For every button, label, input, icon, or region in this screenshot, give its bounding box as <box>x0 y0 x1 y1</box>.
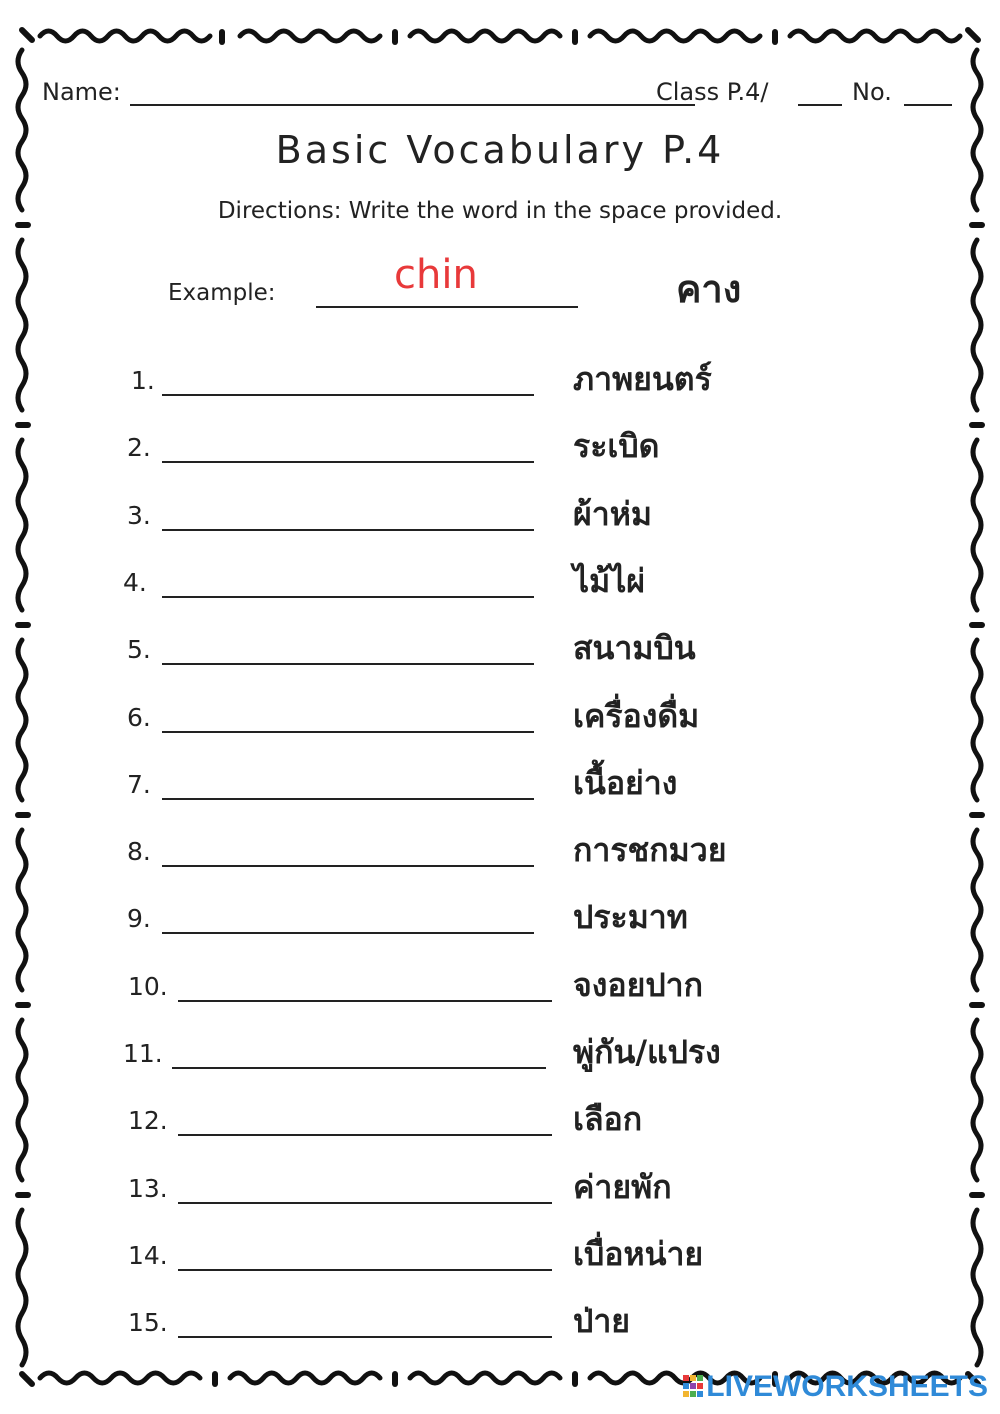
vocabulary-item <box>0 1090 1000 1150</box>
vocabulary-item <box>0 1158 1000 1218</box>
item-number: 9. <box>127 904 151 934</box>
item-number: 5. <box>127 635 151 665</box>
example-thai-word: คาง <box>676 267 742 311</box>
liveworksheets-watermark <box>682 1370 988 1406</box>
border-wave <box>240 31 380 41</box>
answer-blank[interactable] <box>178 1134 552 1136</box>
example-blank <box>316 306 578 308</box>
vocabulary-item <box>0 1292 1000 1352</box>
number-blank <box>904 104 952 106</box>
answer-blank[interactable] <box>162 932 534 934</box>
vocabulary-item <box>0 821 1000 881</box>
border-wave <box>410 31 560 41</box>
border-wave <box>40 1373 200 1383</box>
vocabulary-item <box>0 417 1000 477</box>
border-wave <box>790 31 960 41</box>
answer-blank[interactable] <box>162 394 534 396</box>
border-wave <box>230 1373 380 1383</box>
class-label: Class P.4/ <box>656 78 769 106</box>
item-number: 6. <box>127 702 151 732</box>
item-number: 14. <box>128 1240 168 1270</box>
answer-blank[interactable] <box>178 1000 552 1002</box>
thai-word: จงอยปาก <box>573 965 703 1004</box>
vocabulary-item <box>0 1225 1000 1285</box>
vocabulary-item <box>0 687 1000 747</box>
answer-blank[interactable] <box>162 529 534 531</box>
vocabulary-item <box>0 350 1000 410</box>
answer-blank[interactable] <box>162 461 534 463</box>
example-label: Example: <box>168 280 276 306</box>
answer-blank[interactable] <box>162 663 534 665</box>
vocabulary-item <box>0 619 1000 679</box>
vocabulary-item <box>0 956 1000 1016</box>
item-number: 4. <box>123 567 147 597</box>
answer-blank[interactable] <box>162 731 534 733</box>
watermark-text: LIVEWORKSHEETS <box>706 1370 988 1403</box>
thai-word: ป่าย <box>573 1302 631 1341</box>
answer-blank[interactable] <box>162 798 534 800</box>
thai-word: เลือก <box>573 1100 643 1139</box>
thai-word: ภาพยนตร์ <box>573 360 712 398</box>
thai-word: ผ้าห่ม <box>573 494 652 533</box>
item-number: 8. <box>127 837 151 867</box>
vocabulary-item <box>0 552 1000 612</box>
item-number: 7. <box>127 769 151 799</box>
border-dash <box>22 30 32 40</box>
thai-word: ประมาท <box>573 898 688 937</box>
answer-blank[interactable] <box>172 1067 546 1069</box>
border-wave <box>410 1373 560 1383</box>
name-label: Name: <box>42 78 121 106</box>
item-number: 15. <box>128 1308 168 1338</box>
answer-blank[interactable] <box>162 596 534 598</box>
vocabulary-item <box>0 485 1000 545</box>
name-blank <box>130 104 695 106</box>
item-number: 2. <box>127 433 151 463</box>
number-label: No. <box>852 78 892 106</box>
answer-blank[interactable] <box>178 1202 552 1204</box>
answer-blank[interactable] <box>162 865 534 867</box>
vocabulary-item <box>0 1023 1000 1083</box>
liveworksheets-logo-icon <box>682 1373 704 1399</box>
class-blank <box>798 104 842 106</box>
thai-word: ค่ายพัก <box>573 1167 672 1206</box>
item-number: 1. <box>131 366 155 395</box>
answer-blank[interactable] <box>178 1269 552 1271</box>
thai-word: สนามบิน <box>573 629 696 668</box>
item-number: 10. <box>128 971 168 1001</box>
worksheet-title: Basic Vocabulary P.4 <box>275 128 725 172</box>
thai-word: การชกมวย <box>573 831 727 870</box>
vocabulary-item <box>0 754 1000 814</box>
example-answer: chin <box>394 252 478 298</box>
border-wave <box>40 31 210 41</box>
item-number: 11. <box>123 1039 163 1068</box>
answer-blank[interactable] <box>178 1336 552 1338</box>
thai-word: เบื่อหน่าย <box>573 1234 704 1273</box>
item-number: 3. <box>127 500 151 530</box>
border-wave <box>590 31 760 41</box>
directions-text: Directions: Write the word in the space provided. <box>217 198 783 224</box>
border-dash <box>968 30 978 40</box>
thai-word: เนื้อย่าง <box>573 763 678 802</box>
item-number: 12. <box>128 1106 168 1136</box>
thai-word: พู่กัน/แปรง <box>573 1033 721 1071</box>
thai-word: ระเบิด <box>573 427 660 466</box>
vocabulary-item <box>0 888 1000 948</box>
thai-word: ไม้ไผ่ <box>573 561 646 600</box>
thai-word: เครื่องดื่ม <box>573 696 700 735</box>
student-info-row <box>42 78 957 112</box>
item-number: 13. <box>128 1173 168 1203</box>
border-dash <box>22 1374 32 1384</box>
